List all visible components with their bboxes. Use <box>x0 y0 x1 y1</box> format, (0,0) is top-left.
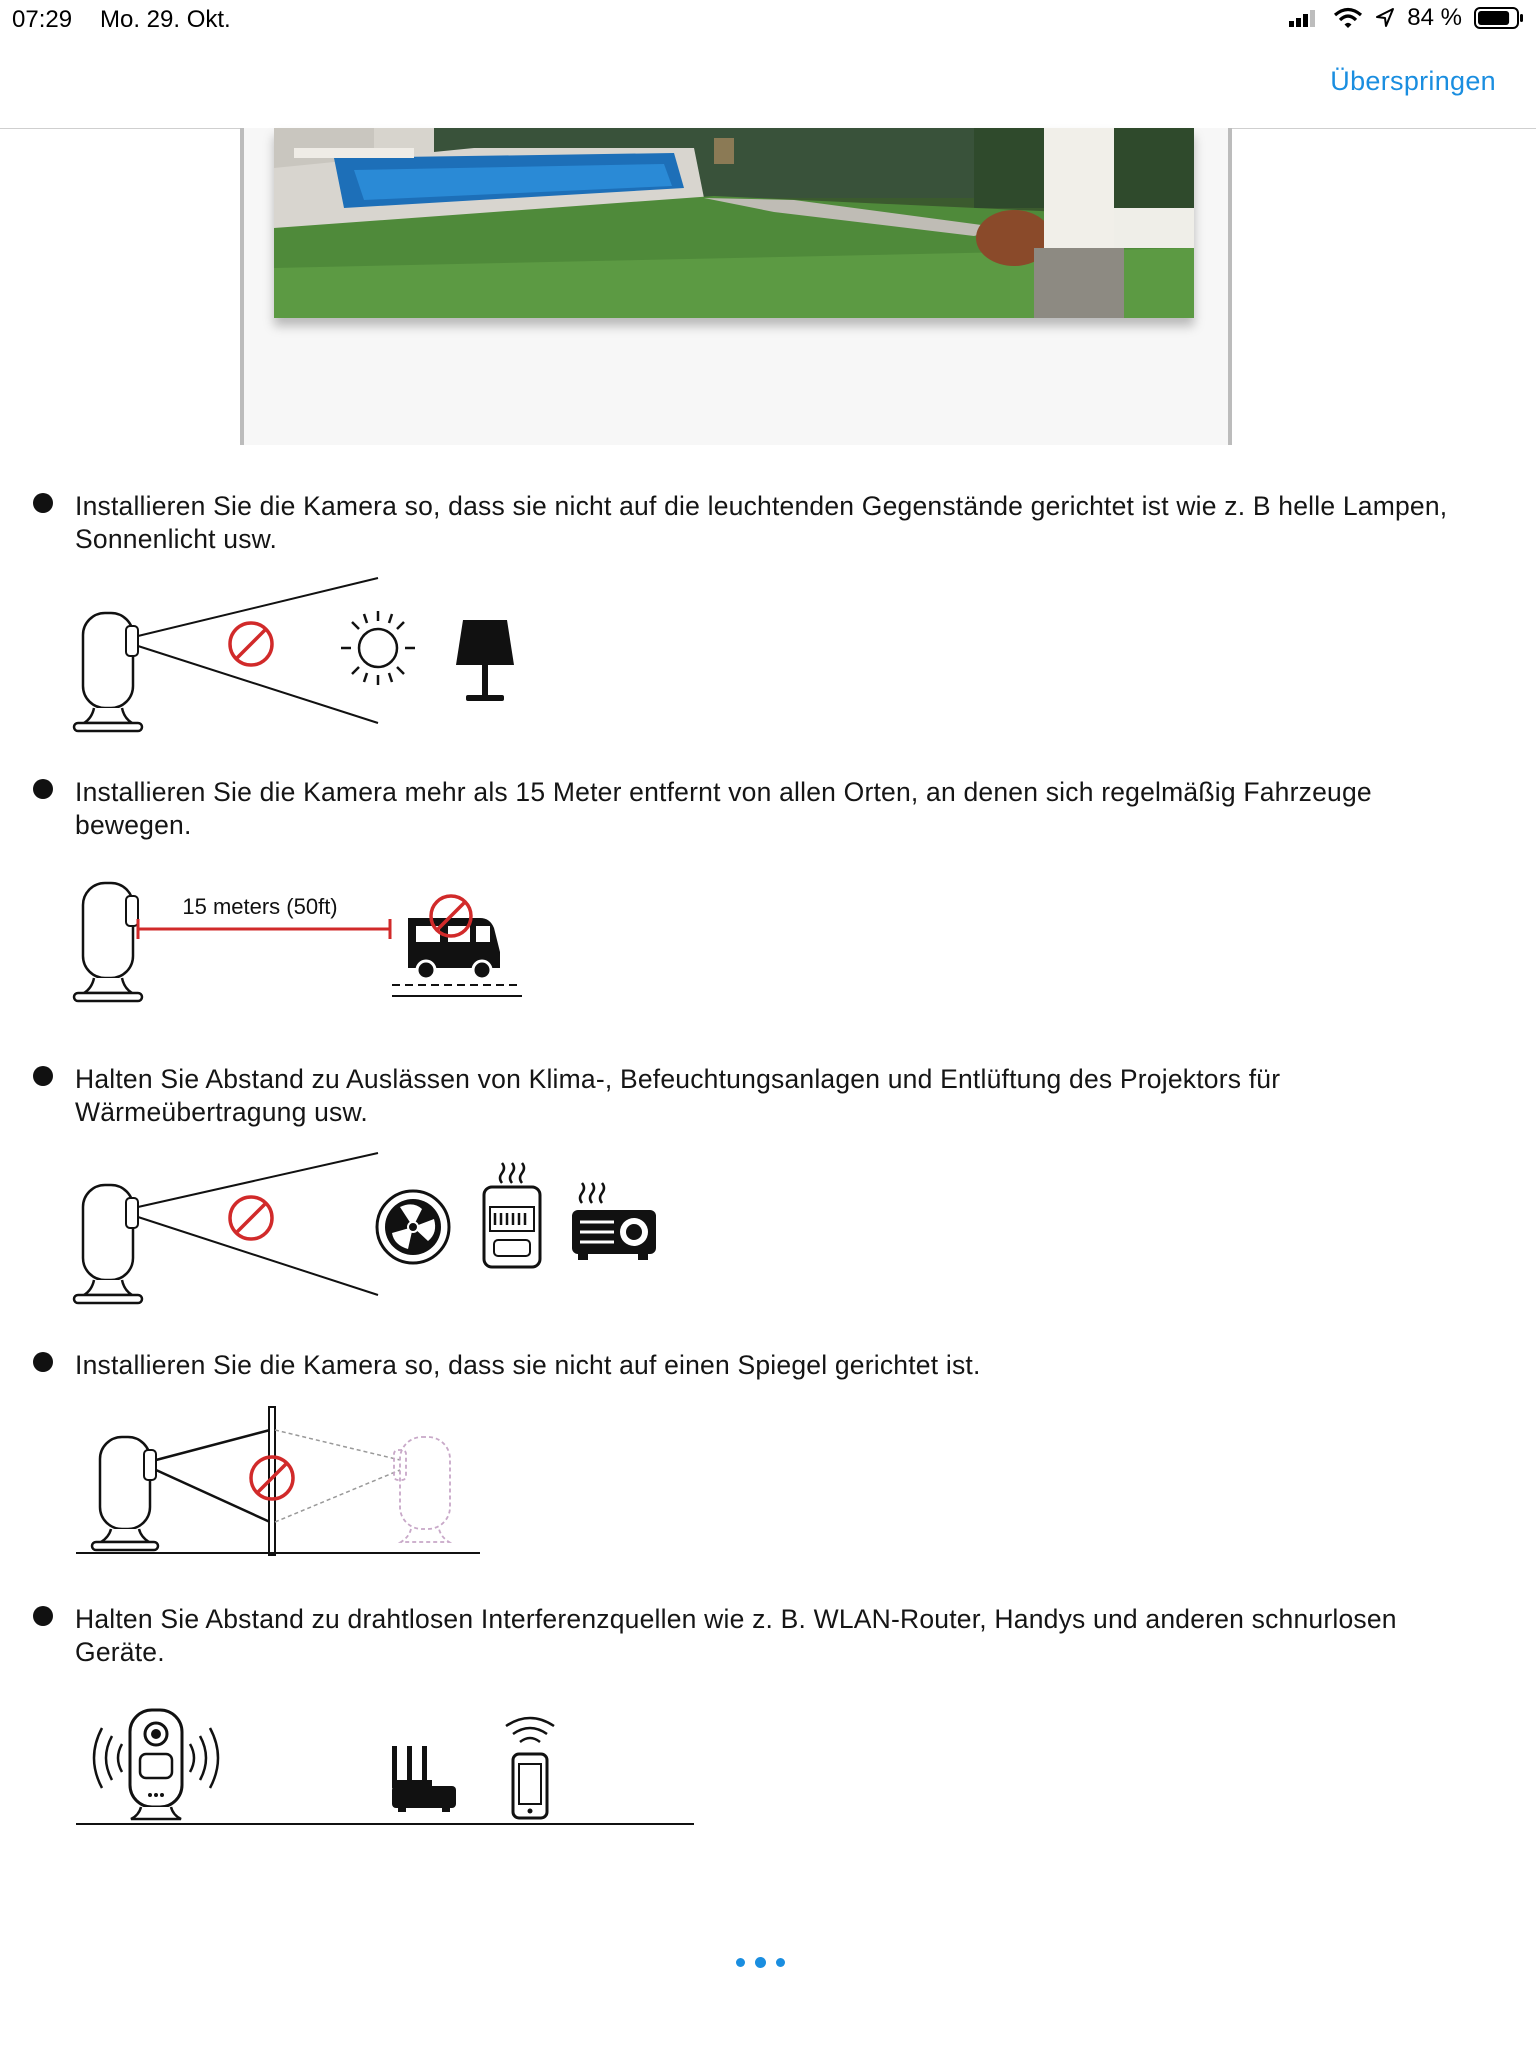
page-dot-active[interactable] <box>755 1957 766 1968</box>
camera-wireless-icon <box>94 1710 218 1819</box>
illustration-vehicles <box>70 868 550 1008</box>
page-indicator[interactable] <box>736 1957 785 1968</box>
tip-text: Installieren Sie die Kamera mehr als 15 Meter entfernt von allen Orten, an denen sich regelmäßig Fahrzeuge bewegen. <box>75 777 1372 840</box>
camera-icon <box>92 1437 158 1550</box>
page-dot[interactable] <box>776 1958 785 1967</box>
tip-text: Installieren Sie die Kamera so, dass sie nicht auf die leuchtenden Gegenstände gerichtet ist wie z. B helle Lampen, Sonnenlicht usw. <box>75 491 1448 554</box>
bullet-dot <box>33 1352 53 1372</box>
page-dot[interactable] <box>736 1958 745 1967</box>
distance-label: 15 meters (50ft) <box>182 894 338 919</box>
prohibited-icon <box>230 623 272 665</box>
prohibited-icon <box>230 1197 272 1239</box>
bullet-dot <box>33 493 53 513</box>
vehicle-icon <box>408 918 500 979</box>
sun-icon <box>341 611 415 685</box>
status-time: 07:29 <box>12 6 73 33</box>
illustration-air-outlets <box>70 1145 670 1310</box>
road-icon <box>392 985 522 996</box>
tip-text: Installieren Sie die Kamera so, dass sie nicht auf einen Spiegel gerichtet ist. <box>75 1350 981 1380</box>
heater-icon <box>484 1163 540 1267</box>
status-date: Mo. 29. Okt. <box>100 6 231 33</box>
fan-icon <box>377 1191 449 1263</box>
status-bar <box>0 0 1536 40</box>
bullet-dot <box>33 1066 53 1086</box>
tip-text: Halten Sie Abstand zu drahtlosen Interferenzquellen wie z. B. WLAN-Router, Handys und anderen schnurlosen Geräte. <box>75 1604 1397 1667</box>
location-arrow-icon <box>1375 7 1395 29</box>
router-icon <box>392 1746 456 1812</box>
bullet-dot <box>33 779 53 799</box>
lamp-icon <box>456 620 514 701</box>
battery-percent: 84 % <box>1407 4 1462 31</box>
illustration-wireless <box>70 1702 710 1832</box>
nav-bar <box>0 40 1536 129</box>
camera-icon <box>74 883 142 1001</box>
wifi-icon <box>1333 7 1363 29</box>
camera-icon <box>74 613 142 731</box>
camera-reflection-icon <box>394 1437 450 1542</box>
distance-line-icon <box>138 919 390 939</box>
tip-text: Halten Sie Abstand zu Auslässen von Klima-, Befeuchtungsanlagen und Entlüftung des Projektors für Wärmeübertragung usw. <box>75 1064 1281 1127</box>
bullet-dot <box>33 1606 53 1626</box>
phone-icon <box>506 1718 554 1818</box>
camera-icon <box>74 1185 142 1303</box>
battery-icon <box>1474 6 1524 30</box>
illustration-bright-objects <box>70 568 530 738</box>
status-right <box>1287 4 1524 32</box>
skip-button[interactable]: Überspringen <box>1330 66 1496 96</box>
projector-icon <box>572 1183 656 1260</box>
illustration-mirror <box>70 1402 490 1557</box>
cellular-signal-icon <box>1287 8 1321 28</box>
hero-photo <box>274 128 1194 318</box>
